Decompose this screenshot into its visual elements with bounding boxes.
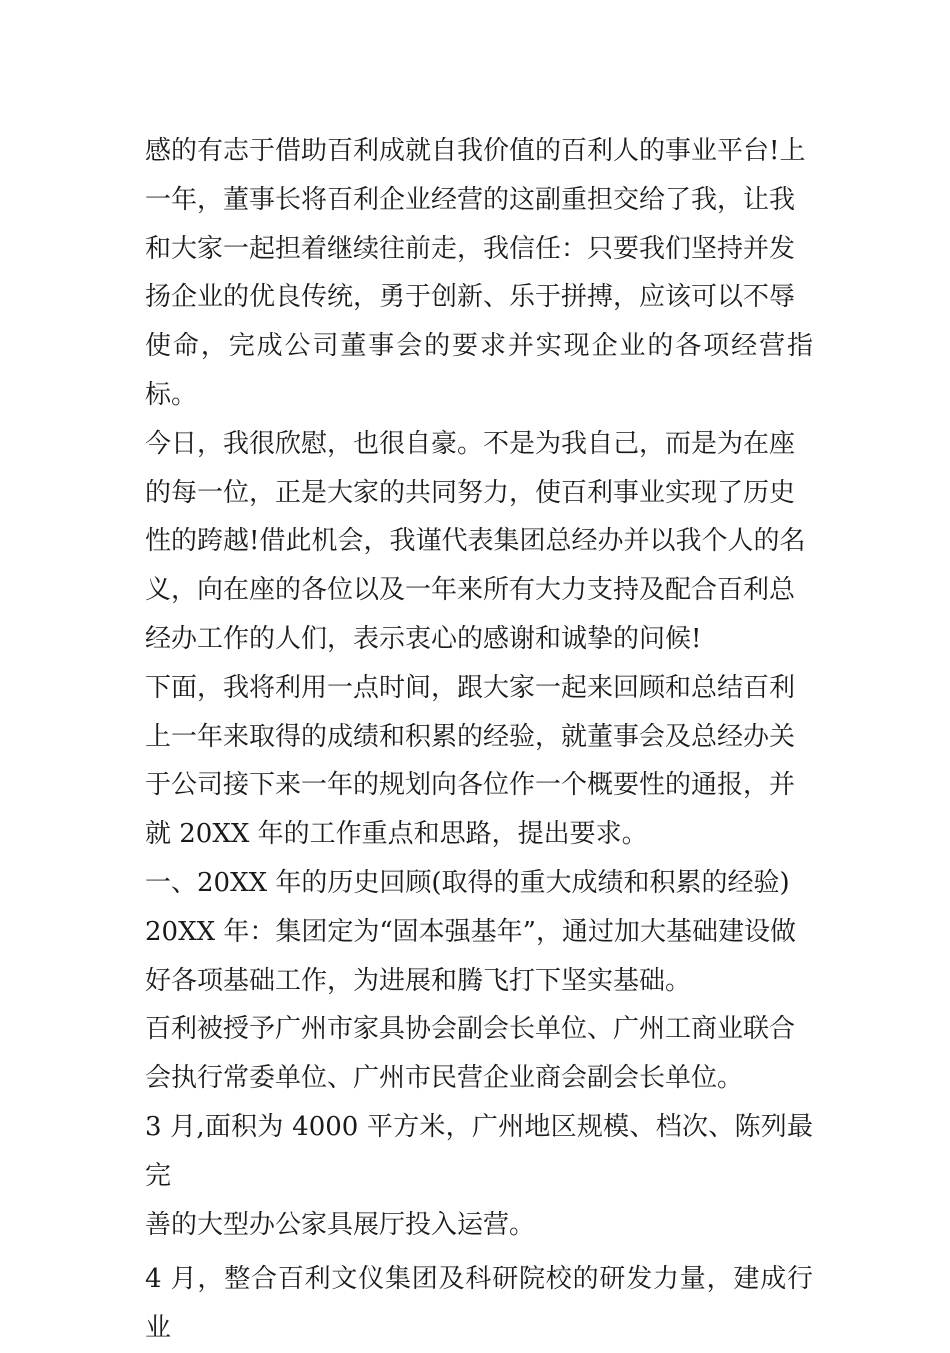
paragraph-5 — [145, 908, 813, 1006]
document-body — [145, 127, 813, 1353]
text-line: 经办工作的人们，表示衷心的感谢和诚挚的问候! — [145, 623, 702, 654]
paragraph-2 — [145, 420, 813, 664]
text-line: 于公司接下来一年的规划向各位作一个概要性的通报，并 — [145, 770, 796, 801]
text-line: 4 月，整合百利文仪集团及科研院校的研发力量，建成行业 — [145, 1264, 813, 1344]
text-line: 义，向在座的各位以及一年来所有大力支持及配合百利总 — [145, 575, 796, 606]
text-line: 百利被授予广州市家具协会副会长单位、广州工商业联合 — [145, 1014, 796, 1045]
paragraph-6 — [145, 1005, 813, 1103]
text-line: 20XX 年：集团定为“固本强基年”，通过加大基础建设做 — [145, 916, 796, 947]
text-line: 好各项基础工作，为进展和腾飞打下坚实基础。 — [145, 965, 692, 996]
text-line: 感的有志于借助百利成就自我价值的百利人的事业平台!上 — [145, 136, 806, 166]
text-line: 扬企业的优良传统，勇于创新、乐于拼搏，应该可以不辱 — [145, 282, 796, 313]
paragraph-1 — [145, 127, 813, 420]
text-line: 的每一位，正是大家的共同努力，使百利事业实现了历史 — [145, 477, 796, 508]
text-line: 上一年来取得的成绩和积累的经验，就董事会及总经办关 — [145, 721, 796, 752]
text-line: 今日，我很欣慰，也很自豪。不是为我自己，而是为在座 — [145, 428, 796, 459]
text-line: 一年，董事长将百利企业经营的这副重担交给了我，让我 — [145, 184, 796, 215]
text-line: 3 月,面积为 4000 平方米，广州地区规模、档次、陈列最完 — [145, 1111, 813, 1191]
text-line: 一、20XX 年的历史回顾(取得的重大成绩和积累的经验) — [145, 867, 790, 898]
paragraph-8 — [145, 1255, 813, 1353]
text-line: 善的大型办公家具展厅投入运营。 — [145, 1209, 536, 1240]
text-line: 使命，完成公司董事会的要求并实现企业的各项经营指标。 — [145, 331, 813, 410]
section-heading — [145, 859, 813, 908]
text-line: 会执行常委单位、广州市民营企业商会副会长单位。 — [145, 1063, 744, 1094]
paragraph-7 — [145, 1103, 813, 1249]
text-line: 就 20XX 年的工作重点和思路，提出要求。 — [145, 819, 648, 850]
text-line: 和大家一起担着继续往前走，我信任：只要我们坚持并发 — [145, 233, 796, 264]
paragraph-3 — [145, 664, 813, 859]
text-line: 下面，我将利用一点时间，跟大家一起来回顾和总结百利 — [145, 672, 796, 703]
text-line: 性的跨越!借此机会，我谨代表集团总经办并以我个人的名 — [145, 526, 806, 557]
